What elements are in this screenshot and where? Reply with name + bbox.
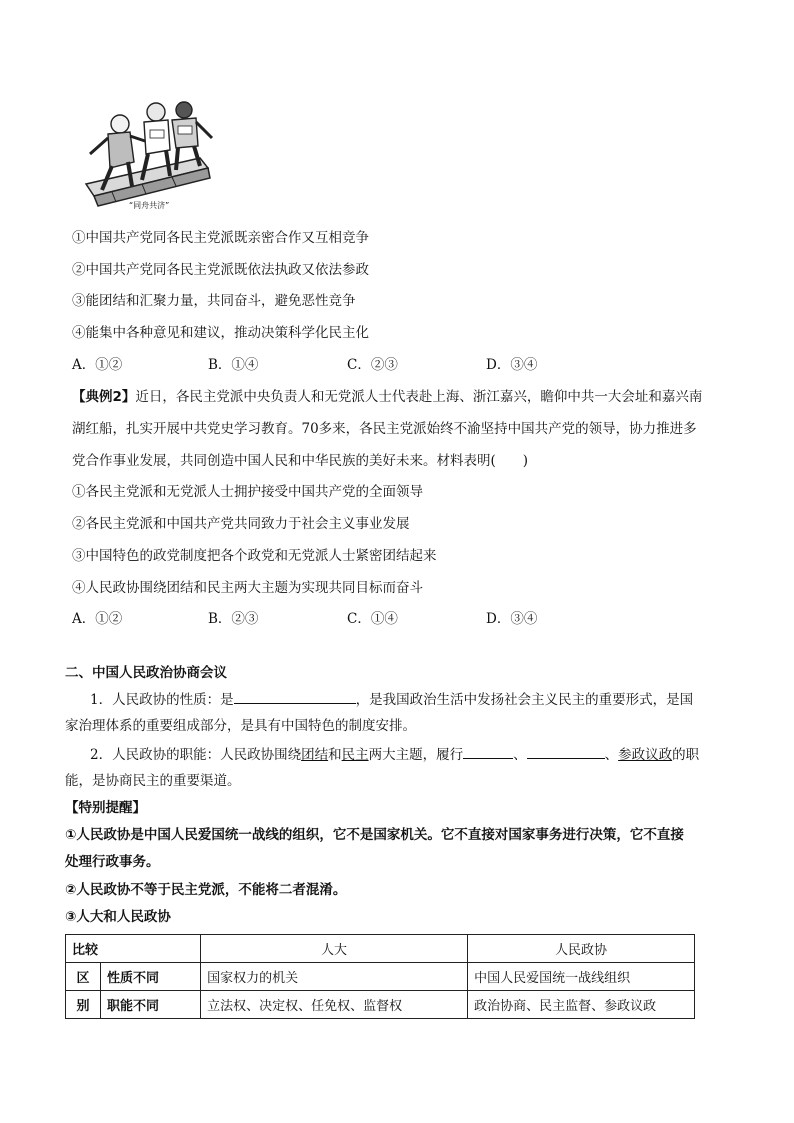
header-compare: 比较 — [66, 935, 201, 963]
q2-option-c[interactable]: C．①④ — [347, 611, 398, 627]
cppcc-nature-line-2: 家治理体系的重要组成部分，是具有中国特色的制度安排。 — [65, 718, 416, 734]
q1-statement-1: ①中国共产党同各民主党派既亲密合作又互相竞争 — [72, 230, 369, 246]
participation-term: 参政议政 — [618, 747, 673, 763]
tip-1-line-2: 处理行政事务。 — [65, 854, 160, 870]
q1-statement-3: ③能团结和汇聚力量，共同奋斗，避免恶性竞争 — [72, 293, 356, 309]
row-aspect: 性质不同 — [101, 963, 201, 991]
function-prefix: 2．人民政协的职能：人民政协围绕 — [90, 747, 302, 763]
q1-option-b[interactable]: B．①④ — [208, 357, 259, 373]
q2-text-1: 近日，各民主党派中央负责人和无党派人士代表赴上海、浙江嘉兴，瞻仰中共一大会址和嘉兴南 — [135, 389, 703, 405]
function-end: 的职 — [672, 747, 700, 763]
nature-prefix: 1．人民政协的性质：是 — [90, 692, 234, 708]
table-row — [66, 963, 695, 991]
table-header-row — [66, 935, 695, 963]
group-label-bottom: 别 — [66, 991, 101, 1019]
image-caption: “同舟共济” — [129, 201, 170, 210]
nature-blank[interactable] — [234, 689, 356, 704]
q2-statement-4: ④人民政协围绕团结和民主两大主题为实现共同目标而奋斗 — [72, 580, 423, 596]
q1-option-c[interactable]: C．②③ — [347, 357, 398, 373]
tip-1-line-1: ①人民政协是中国人民爱国统一战线的组织，它不是国家机关。它不直接对国家事务进行决策，它不直接 — [65, 827, 684, 843]
unity-term: 团结 — [301, 747, 329, 763]
cppcc-function-line-1 — [90, 744, 699, 765]
row-npc-value: 国家权力的机关 — [201, 963, 468, 991]
q2-line-1 — [72, 387, 702, 407]
function-mid: 两大主题，履行 — [368, 747, 464, 763]
header-npc: 人大 — [201, 935, 468, 963]
function-and: 和 — [328, 747, 342, 763]
tip-3: ③人大和人民政协 — [65, 909, 171, 925]
q2-statement-2: ②各民主党派和中国共产党共同致力于社会主义事业发展 — [72, 516, 410, 532]
q2-statement-1: ①各民主党派和无党派人士拥护接受中国共产党的全面领导 — [72, 484, 423, 500]
q2-line-3: 党合作事业发展，共同创造中国人民和中华民族的美好未来。材料表明( ) — [72, 453, 529, 469]
row-cppcc-value: 中国人民爱国统一战线组织 — [468, 963, 695, 991]
function-sep-2: 、 — [604, 747, 619, 763]
comparison-table — [65, 934, 695, 1019]
table-row — [66, 991, 695, 1019]
group-label-top: 区 — [66, 963, 101, 991]
q2-line-2: 湖红船，扎实开展中共党史学习教育。70多来，各民主党派始终不渝坚持中国共产党的领导，协力推进多 — [72, 421, 697, 437]
section-heading: 二、中国人民政治协商会议 — [65, 665, 227, 681]
q2-label: 【典例2】 — [72, 389, 136, 405]
q1-statement-4: ④能集中各种意见和建议，推动决策科学化民主化 — [72, 325, 369, 341]
header-cppcc: 人民政协 — [468, 935, 695, 963]
tip-2: ②人民政协不等于民主党派，不能将二者混淆。 — [65, 882, 347, 898]
democracy-term: 民主 — [341, 747, 369, 763]
q2-option-d[interactable]: D．③④ — [486, 611, 538, 627]
nature-suffix: ，是我国政治生活中发扬社会主义民主的重要形式，是国 — [355, 692, 694, 708]
row-aspect: 职能不同 — [101, 991, 201, 1019]
function-blank-1[interactable] — [463, 744, 513, 759]
cartoon-illustration — [72, 98, 218, 216]
cppcc-function-line-2: 能，是协商民主的重要渠道。 — [65, 773, 241, 789]
row-npc-value: 立法权、决定权、任免权、监督权 — [201, 991, 468, 1019]
tip-heading: 【特别提醒】 — [65, 800, 146, 816]
q2-option-a[interactable]: A．①② — [72, 611, 123, 627]
function-blank-2[interactable] — [527, 744, 605, 759]
q2-statement-3: ③中国特色的政党制度把各个政党和无党派人士紧密团结起来 — [72, 548, 437, 564]
q1-statement-2: ②中国共产党同各民主党派既依法执政又依法参政 — [72, 262, 369, 278]
function-sep-1: 、 — [513, 747, 527, 763]
row-cppcc-value: 政治协商、民主监督、参政议政 — [468, 991, 695, 1019]
q2-option-b[interactable]: B．②③ — [208, 611, 259, 627]
q1-option-a[interactable]: A．①② — [72, 357, 123, 373]
cppcc-nature-line-1 — [90, 689, 693, 710]
q1-option-d[interactable]: D．③④ — [486, 357, 538, 373]
